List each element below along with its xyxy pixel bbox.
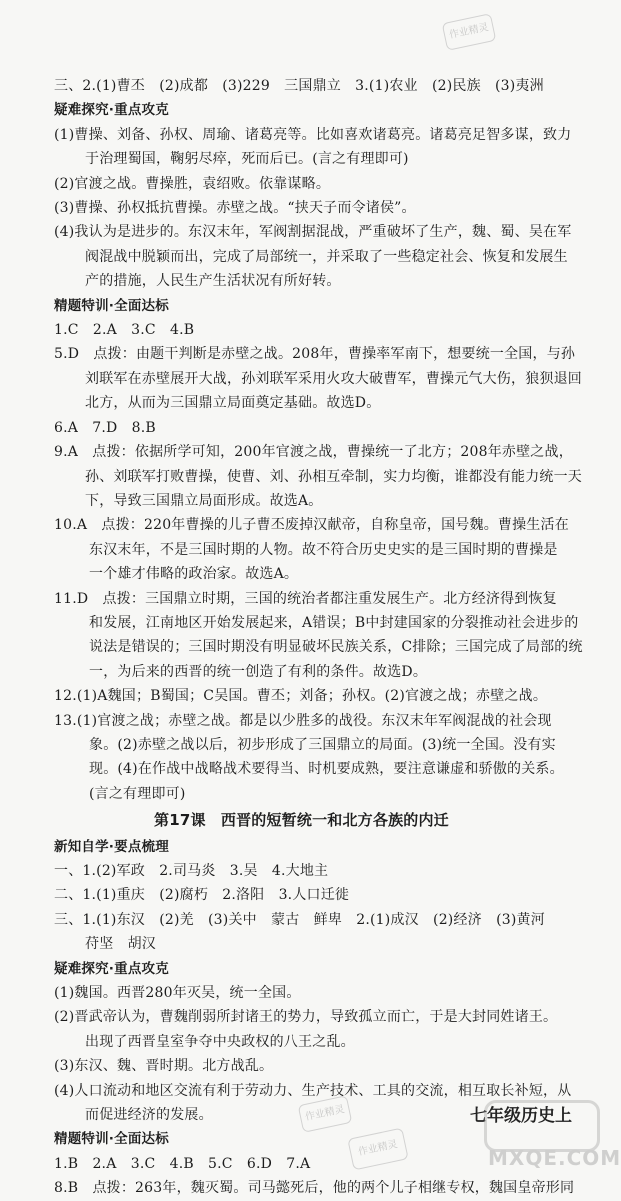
text-line: 二、1.(1)重庆 (2)腐朽 2.洛阳 3.人口迁徙 <box>54 887 350 904</box>
text-line: 10.A 点拨：220年曹操的儿子曹丕废掉汉献帝，自称皇帝，国号魏。曹操生活在 <box>54 517 569 534</box>
text-line: 阀混战中脱颖而出，完成了局部统一，并采取了一些稳定社会、恢复和发展生 <box>85 248 568 265</box>
text-line: (1)魏国。西晋280年灭吴，统一全国。 <box>54 985 301 1002</box>
text-line: 产的措施，人民生产生活状况有所好转。 <box>85 273 341 290</box>
text-line: 孙、刘联军打败曹操，使曹、刘、孙相互牵制，实力均衡，谁都没有能力统一天 <box>85 468 582 485</box>
text-line: 而促进经济的发展。 <box>85 1107 213 1124</box>
text-line: 1.B 2.A 3.C 4.B 5.C 6.D 7.A <box>54 1155 311 1172</box>
text-line: 一，为后来的西晋的统一创造了有利的条件。故选D。 <box>89 663 428 680</box>
text-line: 三、1.(1)东汉 (2)羌 (3)关中 蒙古 鲜卑 2.(1)成汉 (2)经济 (3)黄河 <box>54 911 545 928</box>
page-footer: 七年级历史上 <box>470 1106 572 1126</box>
text-line: (言之有理即可) <box>89 785 186 802</box>
text-line: 说法是错误的；三国时期没有明显破坏民族关系，C排除；三国完成了局部的统 <box>89 639 583 656</box>
text-line: 5.D 点拨：由题干判断是赤壁之战。208年，曹操率军南下，想要统一全国，与孙 <box>54 346 576 363</box>
text-line: 一个雄才伟略的政治家。故选A。 <box>89 566 299 583</box>
lesson-title: 第17课 西晋的短暂统一和北方各族的内迁 <box>154 811 449 830</box>
watermark-logo-frame <box>484 1100 600 1152</box>
text-line: 刘联军在赤壁展开大战，孙刘联军采用火攻大破曹军，曹操元气大伤，狼狈退回 <box>85 370 582 387</box>
text-line: 出现了西晋皇室争夺中央政权的八王之乱。 <box>85 1033 355 1050</box>
site-watermark <box>484 1100 621 1170</box>
text-line: 9.A 点拨：依据所学可知，200年官渡之战，曹操统一了北方；208年赤壁之战， <box>54 444 573 461</box>
text-line: (4)人口流动和地区交流有利于劳动力、生产技术、工具的交流，相互取长补短，从 <box>54 1082 572 1099</box>
section-heading: 精题特训·全面达标 <box>54 297 169 314</box>
text-line: (2)官渡之战。曹操胜，袁绍败。依靠谋略。 <box>54 175 331 192</box>
watermark-stamp: 作业精灵 <box>347 1128 408 1171</box>
text-line: 一、1.(2)军政 2.司马炎 3.吴 4.大地主 <box>54 863 329 879</box>
text-line: 东汉末年，不是三国时期的人物。故不符合历史史实的是三国时期的曹操是 <box>89 541 558 558</box>
watermark-stamp-top: 作业精灵 <box>442 13 497 51</box>
section-heading: 疑难探究·重点攻克 <box>54 102 169 119</box>
text-line: 11.D 点拨：三国鼎立时期，三国的统治者都注重发展生产。北方经济得到恢复 <box>54 590 557 607</box>
text-line: 现。(4)在作战中战略战术要得当、时机要成熟，要注意谦虚和骄傲的关系。 <box>89 761 564 778</box>
text-line: (3)曹操、孙权抵抗曹操。赤壁之战。“挟天子而令诸侯”。 <box>54 200 416 217</box>
text-line: 北方，从而为三国鼎立局面奠定基础。故选D。 <box>85 395 381 412</box>
text-line: 象。(2)赤壁之战以后，初步形成了三国鼎立的局面。(3)统一全国。没有实 <box>89 736 556 753</box>
text-line: (3)东汉、魏、晋时期。北方战乱。 <box>54 1058 274 1075</box>
text-line: 于治理蜀国，鞠躬尽瘁，死而后已。(言之有理即可) <box>85 151 409 168</box>
section-heading: 精题特训·全面达标 <box>54 1131 169 1148</box>
watermark-site: MXQE.COM <box>488 1146 621 1170</box>
text-line: (1)曹操、刘备、孙权、周瑜、诸葛亮等。比如喜欢诸葛亮。诸葛亮足智多谋，致力 <box>54 126 572 143</box>
section-heading: 新知自学·要点梳理 <box>54 838 169 855</box>
text-line: 三、2.(1)曹丕 (2)成都 (3)229 三国鼎立 3.(1)农业 (2)民族 (3)夷洲 <box>54 78 544 94</box>
text-line: (2)晋武帝认为，曹魏削弱所封诸王的势力，导致孤立而亡，于是大封同姓诸王。 <box>54 1009 558 1026</box>
text-line: 12.(1)A魏国；B蜀国；C吴国。曹丕；刘备；孙权。(2)官渡之战；赤壁之战。 <box>54 688 548 705</box>
text-line: 6.A 7.D 8.B <box>54 419 156 436</box>
text-line: 1.C 2.A 3.C 4.B <box>54 322 195 339</box>
answer-page <box>54 74 584 1201</box>
text-line: (4)我认为是进步的。东汉末年，军阀割据混战，严重破坏了生产，魏、蜀、吴在军 <box>54 224 572 241</box>
text-line: 13.(1)官渡之战；赤壁之战。都是以少胜多的战役。东汉末年军阀混战的社会现 <box>54 712 552 729</box>
text-line: 下，导致三国鼎立局面形成。故选A。 <box>85 492 323 509</box>
section-heading: 疑难探究·重点攻克 <box>54 960 169 977</box>
text-line: 苻坚 胡汉 <box>85 936 156 953</box>
watermark-stamp: 作业精灵 <box>298 1095 353 1133</box>
text-line: 和发展，江南地区开始发展起来，A错误；B中封建国家的分裂推动社会进步的 <box>89 614 579 631</box>
text-line: 8.B 点拨：263年，魏灭蜀。司马懿死后，他的两个儿子相继专权，魏国皇帝形同 <box>54 1180 575 1197</box>
